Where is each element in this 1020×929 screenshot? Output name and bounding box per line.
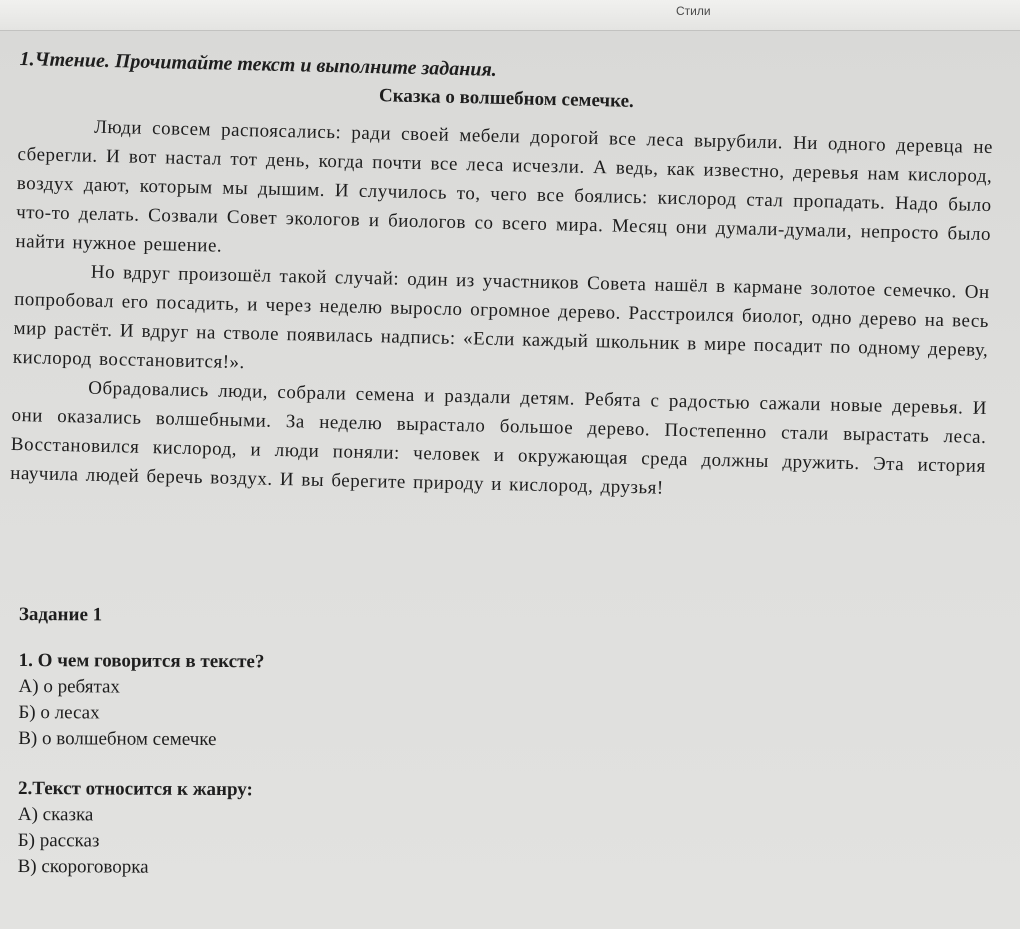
story-paragraph: Но вдруг произошёл такой случай: один из участников Совета нашёл в кармане золотое семечко. Он попробовал его посадить, и через неделю выросло огромное дерево. Расстроился биолог, одно дерево на весь мир растёт. И вдруг на стволе появилась надпись: «Если каждый школьник в мире посадит по одному дереву, кислород восстановится!». bbox=[12, 261, 990, 374]
task-title: Задание 1 bbox=[18, 604, 103, 626]
word-ribbon bbox=[0, 0, 1020, 31]
task-section bbox=[17, 602, 619, 907]
answer-option: В) скороговорка bbox=[17, 855, 149, 878]
answer-option: А) сказка bbox=[17, 803, 94, 826]
styles-group-label[interactable]: Стили bbox=[676, 4, 711, 18]
story-paragraph: Обрадовались люди, собрали семена и раздали детям. Ребята с радостью сажали новые деревья. И они оказались волшебными. За неделю вырастало большое дерево. Постепенно стали вырастать леса. Восстановился кислород, и люди поняли: человек и окружающая среда должны дружить. Эта история научила людей беречь воздух. И вы берегите природу и кислород, друзья! bbox=[10, 377, 988, 499]
story-paragraph: Люди совсем распоясались: ради своей мебели дорогой все леса вырубили. Ни одного деревца не сберегли. И вот настал тот день, когда почти все леса исчезли. А ведь, как известно, деревья нам кислород, воздух дают, которым мы дышим. И случилось то, чего все боялись: кислород стал пропадать. Надо было что-то делать. Созвали Совет экологов и биологов со всего мира. Месяц они думали-думали, непросто было найти нужное решение. bbox=[15, 116, 994, 257]
story-title: Сказка о волшебном семечке. bbox=[378, 85, 635, 112]
answer-option: В) о волшебном семечке bbox=[18, 727, 217, 751]
question-text: 1. О чем говорится в тексте? bbox=[18, 649, 265, 673]
question-block bbox=[18, 776, 619, 883]
question-block bbox=[18, 648, 619, 755]
question-text: 2.Текст относится к жанру: bbox=[17, 777, 253, 801]
answer-option: Б) рассказ bbox=[17, 829, 100, 852]
exercise-heading: 1.Чтение. Прочитайте текст и выполните задания. bbox=[19, 47, 498, 81]
answer-option: А) о ребятах bbox=[18, 675, 121, 698]
reading-section bbox=[10, 45, 995, 510]
answer-option: Б) о лесах bbox=[18, 701, 100, 724]
